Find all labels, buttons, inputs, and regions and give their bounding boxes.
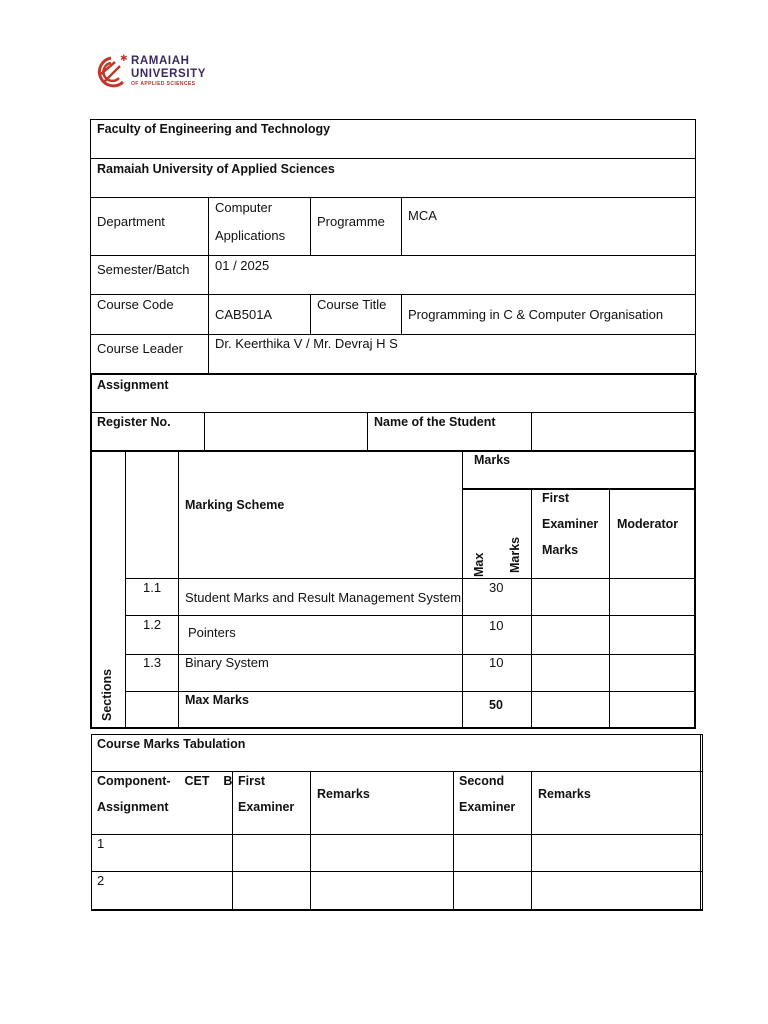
logo-tagline: OF APPLIED SCIENCES	[131, 81, 196, 87]
department-value-line1: Computer	[215, 200, 273, 215]
programme-label: Programme	[317, 214, 385, 229]
remarks-header-1: Remarks	[317, 787, 370, 801]
department-value-line2: Applications	[215, 228, 286, 243]
max-marks-header-1: Max	[472, 552, 486, 577]
row-1-number: 1.1	[143, 580, 162, 595]
marking-scheme-label: Marking Scheme	[185, 498, 285, 512]
svg-text:✱: ✱	[120, 54, 128, 64]
assignment-title: Assignment	[97, 378, 169, 392]
row-1-description: Student Marks and Result Management System	[185, 590, 462, 605]
row-2-number: 1.2	[143, 617, 162, 632]
tab-second-examiner-line2: Examiner	[459, 800, 516, 814]
tab-second-examiner-line1: Second	[459, 774, 505, 788]
row-2-description: Pointers	[188, 625, 236, 640]
course-leader-label: Course Leader	[97, 341, 183, 356]
tab-first-examiner-line1: First	[238, 774, 266, 788]
marks-label: Marks	[474, 453, 511, 467]
total-max-marks-value: 50	[489, 698, 503, 712]
row-2-max-marks: 10	[489, 618, 504, 633]
row-3-description: Binary System	[185, 655, 269, 670]
row-3-max-marks: 10	[489, 655, 504, 670]
component-header-line1: Component- CET B	[97, 774, 233, 788]
max-marks-header-2: Marks	[508, 536, 522, 573]
student-name-label: Name of the Student	[374, 415, 496, 429]
faculty-title: Faculty of Engineering and Technology	[97, 122, 331, 136]
total-max-marks-label: Max Marks	[185, 693, 249, 707]
semester-label: Semester/Batch	[97, 262, 190, 277]
register-no-label: Register No.	[97, 415, 171, 429]
row-3-number: 1.3	[143, 655, 162, 670]
sections-label: Sections	[100, 668, 114, 721]
first-examiner-header-line3: Marks	[542, 543, 579, 557]
tab-first-examiner-line2: Examiner	[238, 800, 295, 814]
tabulation-row-1: 1	[97, 836, 105, 851]
course-code-label: Course Code	[97, 297, 174, 312]
course-code-value: CAB501A	[215, 307, 273, 322]
tabulation-title: Course Marks Tabulation	[97, 737, 246, 751]
logo-name-line1: RAMAIAH	[131, 55, 190, 67]
university-title: Ramaiah University of Applied Sciences	[97, 162, 335, 176]
first-examiner-header-line2: Examiner	[542, 517, 599, 531]
moderator-header: Moderator	[617, 517, 679, 531]
tabulation-row-2: 2	[97, 873, 105, 888]
first-examiner-header-line1: First	[542, 491, 570, 505]
department-label: Department	[97, 214, 165, 229]
component-header-line2: Assignment	[97, 800, 169, 814]
university-logo	[93, 52, 129, 92]
semester-value: 01 / 2025	[215, 258, 270, 273]
logo-name-line2: UNIVERSITY	[131, 68, 207, 80]
course-leader-value: Dr. Keerthika V / Mr. Devraj H S	[215, 336, 398, 351]
programme-value: MCA	[408, 208, 437, 223]
remarks-header-2: Remarks	[538, 787, 591, 801]
row-1-max-marks: 30	[489, 580, 504, 595]
course-title-label: Course Title	[317, 297, 387, 312]
course-title-value: Programming in C & Computer Organisation	[408, 307, 664, 322]
